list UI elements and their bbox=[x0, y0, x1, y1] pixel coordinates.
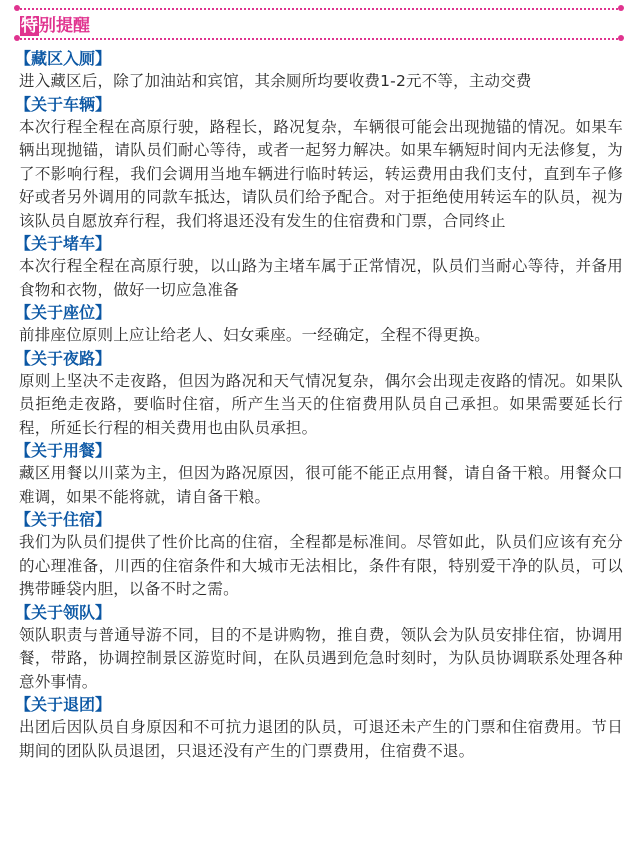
divider-end-dot bbox=[618, 5, 624, 11]
section-body: 本次行程全程在高原行驶，以山路为主堵车属于正常情况，队员们当耐心等待，并备用食物和衣物，做好一切应急准备 bbox=[19, 257, 623, 299]
section-seating bbox=[15, 302, 623, 348]
divider-end-dot bbox=[14, 35, 20, 41]
notice-content bbox=[15, 48, 623, 763]
title-highlight: 特 bbox=[21, 16, 38, 36]
bottom-dotted-divider bbox=[16, 38, 622, 40]
section-toilet bbox=[15, 48, 623, 94]
section-night-driving bbox=[15, 348, 623, 441]
title-rest: 别提醒 bbox=[39, 16, 90, 36]
section-body: 领队职责与普通导游不同，目的不是讲购物，推自费，领队会为队员安排住宿，协调用餐，带路，协调控制景区游览时间，在队员遇到危急时刻时，为队员协调联系处理各种意外事情。 bbox=[19, 625, 623, 691]
section-tour-leader bbox=[15, 602, 623, 695]
notice-header bbox=[16, 4, 622, 40]
divider-end-dot bbox=[618, 35, 624, 41]
section-body: 本次行程全程在高原行驶，路程长，路况复杂，车辆很可能会出现抛锚的情况。如果车辆出现抛锚，请队员们耐心等待，或者一起努力解决。如果车辆短时间内无法修复，为了不影响行程，我们会调用当地车辆进行临时转运，转运费用由我们支付，直到车子修好或者另外调用的同款车抵达，请队员们给予配合。对于拒绝使用转运车的队员，视为该队员自愿放弃行程，我们将退还没有发生的住宿费和门票，合同终止 bbox=[19, 117, 623, 230]
section-heading: 【关于用餐】 bbox=[15, 441, 112, 460]
section-heading: 【关于退团】 bbox=[15, 695, 112, 714]
divider-end-dot bbox=[14, 5, 20, 11]
section-body: 我们为队员们提供了性价比高的住宿，全程都是标准间。尽管如此，队员们应该有充分的心理准备，川西的住宿条件和大城市无法相比，条件有限，特别爱干净的队员，可以携带睡袋内胆，以备不时之需。 bbox=[19, 533, 623, 598]
section-body: 原则上坚决不走夜路，但因为路况和天气情况复杂，偶尔会出现走夜路的情况。如果队员拒绝走夜路，要临时住宿，所产生当天的住宿费用队员自己承担。如果需要延长行程，所延长行程的相关费用也由队员承担。 bbox=[19, 371, 623, 437]
section-body: 藏区用餐以川菜为主，但因为路况原因，很可能不能正点用餐，请自备干粮。用餐众口难调，如果不能将就，请自备干粮。 bbox=[19, 464, 623, 506]
top-dotted-divider bbox=[16, 8, 622, 10]
section-heading: 【关于车辆】 bbox=[15, 94, 112, 114]
section-body: 出团后因队员自身原因和不可抗力退团的队员，可退还未产生的门票和住宿费用。节日期间的团队队员退团，只退还没有产生的门票费用，住宿费不退。 bbox=[19, 718, 623, 760]
section-vehicle bbox=[15, 94, 623, 234]
section-heading: 【关于住宿】 bbox=[15, 510, 112, 529]
section-heading: 【关于堵车】 bbox=[15, 234, 112, 253]
section-accommodation bbox=[15, 509, 623, 602]
section-body: 进入藏区后，除了加油站和宾馆，其余厕所均要收费1-2元不等，主动交费 bbox=[19, 72, 532, 90]
section-heading: 【关于座位】 bbox=[15, 303, 112, 322]
section-meals bbox=[15, 440, 623, 509]
section-withdrawal bbox=[15, 694, 623, 763]
section-heading: 【藏区入厕】 bbox=[15, 49, 112, 68]
section-body: 前排座位原则上应让给老人、妇女乘座。一经确定，全程不得更换。 bbox=[19, 326, 491, 344]
section-traffic-jam bbox=[15, 233, 623, 302]
section-heading: 【关于夜路】 bbox=[15, 348, 112, 368]
section-heading: 【关于领队】 bbox=[15, 602, 112, 622]
page-title bbox=[20, 16, 90, 36]
